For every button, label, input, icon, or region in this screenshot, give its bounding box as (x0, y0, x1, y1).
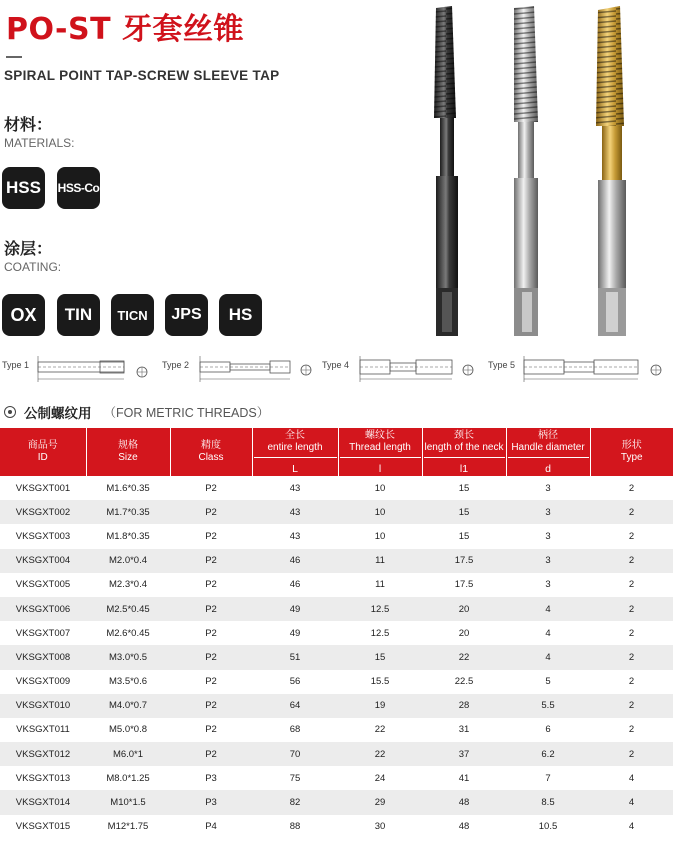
table-row (0, 694, 673, 718)
cell-size: M1.7*0.35 (86, 500, 170, 524)
table-row (0, 549, 673, 573)
col-header-type (590, 428, 673, 476)
col-header-type-en: Type (620, 452, 643, 463)
tap-silver-image (514, 6, 538, 336)
page-title: PO-ST 牙套丝锥 (6, 12, 245, 47)
type-5-label: Type 5 (488, 360, 516, 370)
col-header-size-cn: 规格 (118, 440, 138, 451)
cell-neck-length: 15 (422, 500, 506, 524)
cell-id: VKSGXT009 (0, 670, 86, 694)
cell-handle-diameter: 6.2 (506, 742, 590, 766)
cell-size: M2.5*0.45 (86, 597, 170, 621)
coating-badge-jps: JPS (165, 294, 208, 336)
cell-neck-length: 22.5 (422, 670, 506, 694)
cell-neck-length: 22 (422, 645, 506, 669)
cell-type: 4 (590, 790, 673, 814)
cell-neck-length: 28 (422, 694, 506, 718)
cell-neck-length: 41 (422, 766, 506, 790)
col-header-id-cn: 商品号 (27, 440, 58, 451)
cell-size: M2.6*0.45 (86, 621, 170, 645)
cell-size: M2.3*0.4 (86, 573, 170, 597)
table-row (0, 670, 673, 694)
cell-thread-length: 19 (338, 694, 422, 718)
col-header-entire-length (252, 428, 338, 476)
table-row (0, 718, 673, 742)
cell-entire-length: 88 (252, 815, 338, 839)
cell-thread-length: 10 (338, 500, 422, 524)
cell-handle-diameter: 8.5 (506, 790, 590, 814)
cell-size: M3.0*0.5 (86, 645, 170, 669)
material-badge-hss-co: HSS-Co (57, 167, 100, 209)
spec-table (0, 428, 673, 839)
coating-badge-ticn: TICN (111, 294, 154, 336)
cell-class: P2 (170, 645, 252, 669)
coating-badge-ox: OX (2, 294, 45, 336)
cell-thread-length: 11 (338, 573, 422, 597)
cell-id: VKSGXT011 (0, 718, 86, 742)
cell-entire-length: 56 (252, 670, 338, 694)
product-photo (412, 0, 673, 343)
cell-size: M8.0*1.25 (86, 766, 170, 790)
cell-type: 2 (590, 670, 673, 694)
cell-handle-diameter: 3 (506, 476, 590, 500)
col-header-entire-length-en: entire length (267, 441, 323, 453)
col-header-thread-length-cn: 螺纹长 (365, 429, 395, 441)
cell-handle-diameter: 6 (506, 718, 590, 742)
table-row (0, 573, 673, 597)
cell-neck-length: 48 (422, 815, 506, 839)
type-2-diagram (196, 348, 316, 384)
col-header-class-cn: 精度 (201, 440, 221, 451)
cell-id: VKSGXT015 (0, 815, 86, 839)
cell-type: 4 (590, 815, 673, 839)
table-row (0, 621, 673, 645)
cell-id: VKSGXT010 (0, 694, 86, 718)
cell-type: 2 (590, 549, 673, 573)
cell-entire-length: 64 (252, 694, 338, 718)
cell-entire-length: 49 (252, 621, 338, 645)
cell-type: 2 (590, 621, 673, 645)
col-header-neck-length (422, 428, 506, 476)
cell-neck-length: 20 (422, 621, 506, 645)
col-header-entire-length-cn: 全长 (285, 429, 305, 441)
cell-class: P2 (170, 670, 252, 694)
cell-class: P2 (170, 718, 252, 742)
cell-neck-length: 31 (422, 718, 506, 742)
cell-entire-length: 70 (252, 742, 338, 766)
cell-type: 4 (590, 766, 673, 790)
col-header-size (86, 428, 170, 476)
type-2-label: Type 2 (162, 360, 190, 370)
col-header-size-en: Size (118, 452, 138, 463)
cell-thread-length: 11 (338, 549, 422, 573)
cell-handle-diameter: 4 (506, 621, 590, 645)
cell-thread-length: 12.5 (338, 597, 422, 621)
cell-id: VKSGXT014 (0, 790, 86, 814)
cell-size: M3.5*0.6 (86, 670, 170, 694)
type-4-label: Type 4 (322, 360, 350, 370)
tap-gold-image (596, 6, 626, 336)
tap-black-image (434, 6, 458, 336)
coating-badge-hs: HS (219, 294, 262, 336)
materials-label-en: MATERIALS: (4, 136, 75, 150)
col-header-class (170, 428, 252, 476)
cell-size: M12*1.75 (86, 815, 170, 839)
type-5-diagram (520, 348, 670, 384)
table-row (0, 597, 673, 621)
cell-entire-length: 43 (252, 476, 338, 500)
cell-entire-length: 75 (252, 766, 338, 790)
cell-class: P4 (170, 815, 252, 839)
cell-type: 2 (590, 742, 673, 766)
col-header-entire-length-symbol: L (292, 462, 298, 475)
cell-id: VKSGXT001 (0, 476, 86, 500)
cell-type: 2 (590, 524, 673, 548)
cell-id: VKSGXT008 (0, 645, 86, 669)
type-1-diagram (34, 348, 154, 384)
table-row (0, 500, 673, 524)
cell-neck-length: 17.5 (422, 573, 506, 597)
cell-type: 2 (590, 500, 673, 524)
cell-entire-length: 46 (252, 573, 338, 597)
cell-neck-length: 37 (422, 742, 506, 766)
cell-id: VKSGXT006 (0, 597, 86, 621)
table-body (0, 476, 673, 839)
cell-class: P2 (170, 621, 252, 645)
cell-neck-length: 20 (422, 597, 506, 621)
col-header-handle-diameter (506, 428, 590, 476)
cell-entire-length: 43 (252, 500, 338, 524)
table-row (0, 524, 673, 548)
cell-class: P2 (170, 742, 252, 766)
cell-class: P3 (170, 790, 252, 814)
cell-size: M10*1.5 (86, 790, 170, 814)
metric-threads-heading (4, 402, 269, 422)
cell-entire-length: 43 (252, 524, 338, 548)
cell-handle-diameter: 10.5 (506, 815, 590, 839)
page-subtitle: SPIRAL POINT TAP-SCREW SLEEVE TAP (4, 68, 280, 83)
col-header-thread-length-en: Thread length (349, 441, 411, 453)
table-header-row (0, 428, 673, 476)
cell-neck-length: 17.5 (422, 549, 506, 573)
cell-entire-length: 51 (252, 645, 338, 669)
cell-id: VKSGXT007 (0, 621, 86, 645)
cell-size: M2.0*0.4 (86, 549, 170, 573)
cell-id: VKSGXT004 (0, 549, 86, 573)
col-header-handle-diameter-en: Handle diameter (511, 441, 585, 453)
cell-class: P2 (170, 524, 252, 548)
cell-entire-length: 49 (252, 597, 338, 621)
cell-type: 2 (590, 718, 673, 742)
type-diagrams (0, 344, 673, 388)
cell-class: P2 (170, 597, 252, 621)
type-1-label: Type 1 (2, 360, 30, 370)
col-header-thread-length (338, 428, 422, 476)
cell-id: VKSGXT003 (0, 524, 86, 548)
cell-class: P2 (170, 500, 252, 524)
cell-id: VKSGXT012 (0, 742, 86, 766)
cell-handle-diameter: 5.5 (506, 694, 590, 718)
cell-type: 2 (590, 694, 673, 718)
cell-thread-length: 30 (338, 815, 422, 839)
cell-type: 2 (590, 597, 673, 621)
cell-neck-length: 15 (422, 524, 506, 548)
cell-class: P2 (170, 476, 252, 500)
cell-type: 2 (590, 645, 673, 669)
cell-handle-diameter: 3 (506, 524, 590, 548)
table-row (0, 476, 673, 500)
table-row (0, 790, 673, 814)
material-badge-hss: HSS (2, 167, 45, 209)
cell-thread-length: 15 (338, 645, 422, 669)
coating-badge-tin: TIN (57, 294, 100, 336)
cell-handle-diameter: 4 (506, 597, 590, 621)
cell-entire-length: 68 (252, 718, 338, 742)
cell-type: 2 (590, 573, 673, 597)
cell-handle-diameter: 5 (506, 670, 590, 694)
cell-thread-length: 15.5 (338, 670, 422, 694)
cell-neck-length: 48 (422, 790, 506, 814)
col-header-id (0, 428, 86, 476)
col-header-neck-length-symbol: l1 (459, 462, 469, 475)
title-divider (6, 56, 22, 58)
bullet-circle-icon (4, 406, 16, 418)
cell-handle-diameter: 7 (506, 766, 590, 790)
cell-thread-length: 10 (338, 524, 422, 548)
cell-thread-length: 12.5 (338, 621, 422, 645)
coating-label-en: COATING: (4, 260, 62, 274)
cell-thread-length: 22 (338, 718, 422, 742)
col-header-class-en: Class (198, 452, 224, 463)
col-header-neck-length-cn: 颈长 (454, 429, 474, 441)
cell-class: P3 (170, 766, 252, 790)
cell-thread-length: 22 (338, 742, 422, 766)
cell-class: P2 (170, 573, 252, 597)
coating-label-cn: 涂层： (4, 239, 53, 258)
table-row (0, 766, 673, 790)
col-header-id-en: ID (37, 452, 48, 463)
table-row (0, 815, 673, 839)
table-row (0, 645, 673, 669)
cell-id: VKSGXT013 (0, 766, 86, 790)
cell-entire-length: 46 (252, 549, 338, 573)
table-row (0, 742, 673, 766)
cell-class: P2 (170, 549, 252, 573)
cell-id: VKSGXT005 (0, 573, 86, 597)
cell-thread-length: 10 (338, 476, 422, 500)
cell-handle-diameter: 4 (506, 645, 590, 669)
cell-size: M1.6*0.35 (86, 476, 170, 500)
col-header-neck-length-en: length of the neck (424, 441, 504, 453)
cell-thread-length: 24 (338, 766, 422, 790)
col-header-type-cn: 形状 (621, 440, 642, 451)
cell-size: M4.0*0.7 (86, 694, 170, 718)
cell-entire-length: 82 (252, 790, 338, 814)
cell-handle-diameter: 3 (506, 573, 590, 597)
metric-heading-en: （FOR METRIC THREADS） (103, 406, 270, 420)
cell-handle-diameter: 3 (506, 500, 590, 524)
cell-class: P2 (170, 694, 252, 718)
type-4-diagram (356, 348, 480, 384)
cell-size: M5.0*0.8 (86, 718, 170, 742)
materials-label-cn: 材料： (4, 115, 53, 134)
cell-handle-diameter: 3 (506, 549, 590, 573)
cell-neck-length: 15 (422, 476, 506, 500)
col-header-thread-length-symbol: l (378, 462, 382, 475)
cell-size: M6.0*1 (86, 742, 170, 766)
metric-heading-cn: 公制螺纹用 (24, 406, 92, 422)
cell-size: M1.8*0.35 (86, 524, 170, 548)
col-header-handle-diameter-symbol: d (545, 462, 551, 475)
cell-id: VKSGXT002 (0, 500, 86, 524)
cell-type: 2 (590, 476, 673, 500)
cell-thread-length: 29 (338, 790, 422, 814)
col-header-handle-diameter-cn: 柄径 (538, 429, 558, 441)
